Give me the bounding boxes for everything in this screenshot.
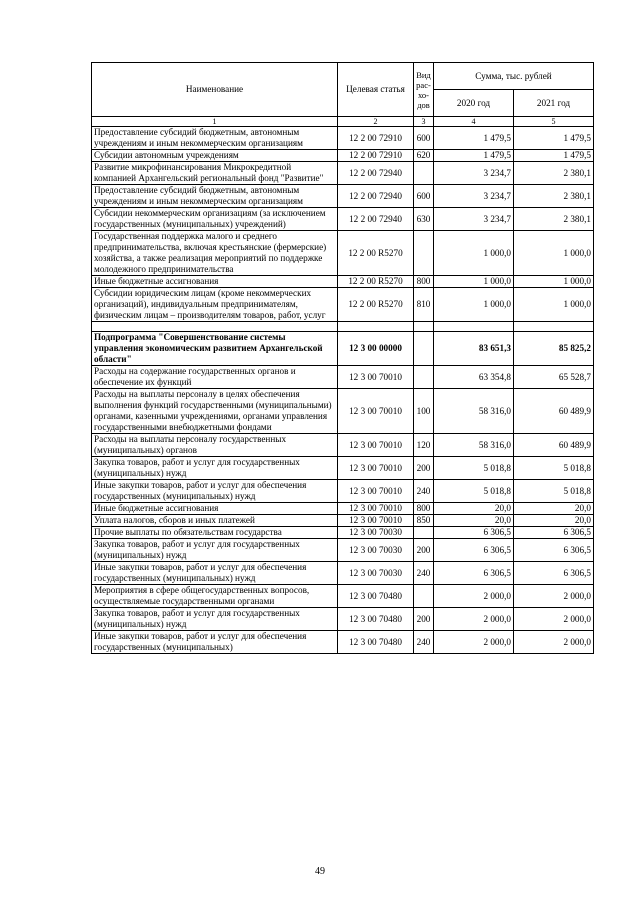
header-year-2021: 2021 год [514, 90, 594, 117]
row-expense-type: 240 [414, 480, 434, 503]
row-sum-2021: 2 000,0 [514, 631, 594, 654]
row-target-article: 12 2 00 72910 [338, 150, 414, 162]
row-sum-2020: 2 000,0 [434, 608, 514, 631]
empty-cell [434, 322, 514, 332]
row-sum-2021: 60 489,9 [514, 434, 594, 457]
row-sum-2020: 1 000,0 [434, 288, 514, 322]
row-target-article: 12 3 00 00000 [338, 332, 414, 366]
row-sum-2020: 6 306,5 [434, 562, 514, 585]
row-name: Закупка товаров, работ и услуг для государственных (муниципальных) нужд [92, 608, 338, 631]
table-row [92, 366, 594, 389]
row-sum-2021: 5 018,8 [514, 457, 594, 480]
row-target-article: 12 3 00 70010 [338, 434, 414, 457]
row-name: Субсидии юридическим лицам (кроме некоммерческих организаций), индивидуальным предпринимателям, физическим лицам – производителям товаров, работ, услуг [92, 288, 338, 322]
row-expense-type [414, 162, 434, 185]
row-expense-type: 200 [414, 457, 434, 480]
row-expense-type: 120 [414, 434, 434, 457]
row-expense-type: 800 [414, 276, 434, 288]
table-row [92, 434, 594, 457]
row-name: Предоставление субсидий бюджетным, автономным учреждениям и иным некоммерческим организациям [92, 127, 338, 150]
row-sum-2020: 2 000,0 [434, 585, 514, 608]
row-name: Иные бюджетные ассигнования [92, 503, 338, 515]
row-sum-2020: 20,0 [434, 503, 514, 515]
row-sum-2021: 2 380,1 [514, 162, 594, 185]
row-sum-2020: 6 306,5 [434, 539, 514, 562]
table-row [92, 185, 594, 208]
row-target-article: 12 2 00 72940 [338, 208, 414, 231]
row-sum-2021: 5 018,8 [514, 480, 594, 503]
empty-cell [514, 322, 594, 332]
table-row [92, 288, 594, 322]
row-sum-2021: 6 306,5 [514, 539, 594, 562]
row-expense-type [414, 366, 434, 389]
row-name: Расходы на содержание государственных органов и обеспечение их функций [92, 366, 338, 389]
row-target-article: 12 3 00 70030 [338, 562, 414, 585]
row-expense-type: 100 [414, 389, 434, 434]
row-expense-type: 630 [414, 208, 434, 231]
row-target-article: 12 2 00 R5270 [338, 288, 414, 322]
empty-cell [414, 322, 434, 332]
row-name: Закупка товаров, работ и услуг для государственных (муниципальных) нужд [92, 457, 338, 480]
row-expense-type: 240 [414, 562, 434, 585]
row-sum-2021: 1 479,5 [514, 127, 594, 150]
row-sum-2020: 58 316,0 [434, 434, 514, 457]
row-target-article: 12 3 00 70010 [338, 503, 414, 515]
row-name: Расходы на выплаты персоналу в целях обеспечения выполнения функций государственными (муниципальными) органами, казенными учреждениями, органами управления государственными внебюджетными фондами [92, 389, 338, 434]
row-name: Субсидии автономным учреждениям [92, 150, 338, 162]
budget-table [91, 62, 594, 654]
table-row [92, 585, 594, 608]
row-name: Развитие микрофинансирования Микрокредитной компанией Архангельский региональный фонд "Развитие" [92, 162, 338, 185]
row-sum-2020: 2 000,0 [434, 631, 514, 654]
table-body [92, 117, 594, 654]
row-sum-2020: 3 234,7 [434, 185, 514, 208]
column-number: 1 [92, 117, 338, 127]
row-target-article: 12 3 00 70480 [338, 608, 414, 631]
row-target-article: 12 2 00 72940 [338, 162, 414, 185]
row-sum-2021: 6 306,5 [514, 562, 594, 585]
row-name: Иные закупки товаров, работ и услуг для обеспечения государственных (муниципальных) [92, 631, 338, 654]
row-expense-type: 620 [414, 150, 434, 162]
row-target-article: 12 3 00 70010 [338, 515, 414, 527]
row-sum-2021: 1 000,0 [514, 276, 594, 288]
header-name: Наименование [92, 63, 338, 117]
row-name: Мероприятия в сфере общегосударственных вопросов, осуществляемые государственными органами [92, 585, 338, 608]
row-sum-2020: 5 018,8 [434, 480, 514, 503]
row-sum-2020: 1 479,5 [434, 127, 514, 150]
row-sum-2021: 60 489,9 [514, 389, 594, 434]
column-number: 5 [514, 117, 594, 127]
row-expense-type: 600 [414, 185, 434, 208]
header-year-2020: 2020 год [434, 90, 514, 117]
row-sum-2021: 2 000,0 [514, 585, 594, 608]
table-row [92, 389, 594, 434]
table-row [92, 631, 594, 654]
row-sum-2020: 1 000,0 [434, 231, 514, 276]
row-expense-type: 200 [414, 539, 434, 562]
row-sum-2021: 85 825,2 [514, 332, 594, 366]
row-expense-type: 850 [414, 515, 434, 527]
row-name: Предоставление субсидий бюджетным, автономным учреждениям и иным некоммерческим организациям [92, 185, 338, 208]
row-name: Закупка товаров, работ и услуг для государственных (муниципальных) нужд [92, 539, 338, 562]
row-expense-type [414, 332, 434, 366]
row-target-article: 12 3 00 70480 [338, 631, 414, 654]
table-row [92, 562, 594, 585]
row-target-article: 12 2 00 R5270 [338, 276, 414, 288]
row-sum-2021: 1 000,0 [514, 288, 594, 322]
row-expense-type [414, 585, 434, 608]
empty-cell [338, 322, 414, 332]
table-row [92, 457, 594, 480]
spacer-row [92, 322, 594, 332]
table-row [92, 127, 594, 150]
header-expense-type: Вид рас-хо-дов [414, 63, 434, 117]
row-target-article: 12 2 00 R5270 [338, 231, 414, 276]
table-row [92, 150, 594, 162]
subprogram-row [92, 332, 594, 366]
empty-cell [92, 322, 338, 332]
row-expense-type: 200 [414, 608, 434, 631]
row-target-article: 12 3 00 70010 [338, 480, 414, 503]
row-expense-type [414, 527, 434, 539]
column-number-row [92, 117, 594, 127]
row-expense-type [414, 231, 434, 276]
row-sum-2020: 83 651,3 [434, 332, 514, 366]
row-name: Расходы на выплаты персоналу государственных (муниципальных) органов [92, 434, 338, 457]
row-target-article: 12 3 00 70480 [338, 585, 414, 608]
row-sum-2021: 2 380,1 [514, 208, 594, 231]
table-row [92, 231, 594, 276]
column-number: 3 [414, 117, 434, 127]
row-target-article: 12 3 00 70030 [338, 539, 414, 562]
row-sum-2020: 1 000,0 [434, 276, 514, 288]
row-target-article: 12 3 00 70010 [338, 366, 414, 389]
row-sum-2021: 1 479,5 [514, 150, 594, 162]
row-name: Уплата налогов, сборов и иных платежей [92, 515, 338, 527]
row-sum-2021: 6 306,5 [514, 527, 594, 539]
row-target-article: 12 3 00 70010 [338, 457, 414, 480]
row-sum-2020: 3 234,7 [434, 208, 514, 231]
row-sum-2021: 2 000,0 [514, 608, 594, 631]
table-row [92, 608, 594, 631]
row-sum-2021: 1 000,0 [514, 231, 594, 276]
row-name: Государственная поддержка малого и среднего предпринимательства, включая крестьянские (фермерские) хозяйства, а также реализация мероприятий по поддержке молодежного предпринимательства [92, 231, 338, 276]
row-name: Иные бюджетные ассигнования [92, 276, 338, 288]
table-row [92, 480, 594, 503]
table-row [92, 539, 594, 562]
row-target-article: 12 3 00 70030 [338, 527, 414, 539]
row-name: Иные закупки товаров, работ и услуг для обеспечения государственных (муниципальных) нужд [92, 562, 338, 585]
row-sum-2020: 1 479,5 [434, 150, 514, 162]
page-number: 49 [315, 866, 325, 877]
row-expense-type: 800 [414, 503, 434, 515]
row-sum-2021: 20,0 [514, 515, 594, 527]
row-sum-2020: 63 354,8 [434, 366, 514, 389]
row-name: Подпрограмма "Совершенствование системы управления экономическим развитием Архангельской области" [92, 332, 338, 366]
row-sum-2020: 6 306,5 [434, 527, 514, 539]
row-name: Субсидии некоммерческим организациям (за исключением государственных (муниципальных) учреждений) [92, 208, 338, 231]
header-target-article: Целевая статья [338, 63, 414, 117]
row-target-article: 12 3 00 70010 [338, 389, 414, 434]
column-number: 4 [434, 117, 514, 127]
table-row [92, 527, 594, 539]
row-sum-2020: 3 234,7 [434, 162, 514, 185]
row-expense-type: 240 [414, 631, 434, 654]
header-sum: Сумма, тыс. рублей [434, 63, 594, 90]
table-row [92, 276, 594, 288]
row-expense-type: 600 [414, 127, 434, 150]
row-sum-2021: 65 528,7 [514, 366, 594, 389]
row-name: Иные закупки товаров, работ и услуг для обеспечения государственных (муниципальных) нужд [92, 480, 338, 503]
row-target-article: 12 2 00 72910 [338, 127, 414, 150]
row-sum-2020: 5 018,8 [434, 457, 514, 480]
table-row [92, 208, 594, 231]
row-target-article: 12 2 00 72940 [338, 185, 414, 208]
column-number: 2 [338, 117, 414, 127]
table-row [92, 503, 594, 515]
row-sum-2021: 20,0 [514, 503, 594, 515]
row-expense-type: 810 [414, 288, 434, 322]
table-row [92, 162, 594, 185]
row-sum-2021: 2 380,1 [514, 185, 594, 208]
row-sum-2020: 20,0 [434, 515, 514, 527]
row-sum-2020: 58 316,0 [434, 389, 514, 434]
table-row [92, 515, 594, 527]
row-name: Прочие выплаты по обязательствам государства [92, 527, 338, 539]
